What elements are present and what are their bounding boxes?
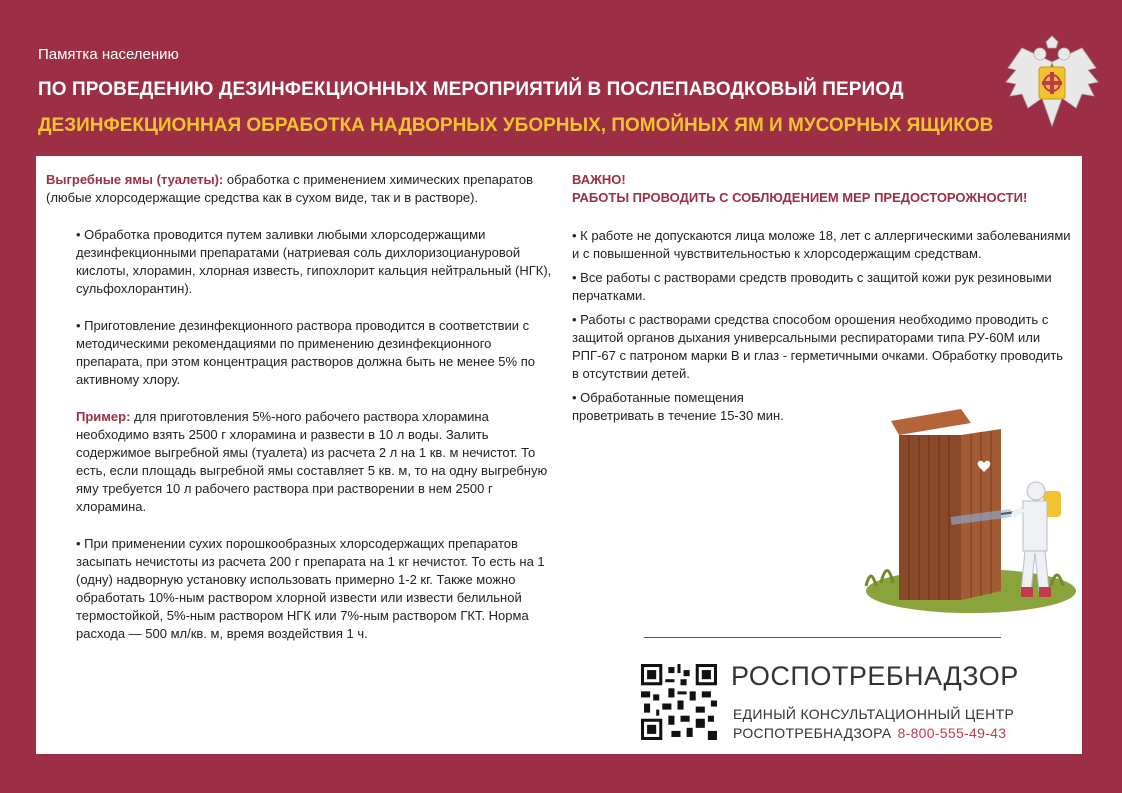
left-bullet-1: • Обработка проводится путем заливки любыми хлорсодержащими дезинфекционными препаратами (натриевая соль дихлоризоциануровой кислоты, хлорамин, хлорная известь, гипохлорит кальция нейтральный (НГК), сульфохлорантин).: [76, 227, 552, 296]
content-panel: [36, 156, 1082, 754]
right-column: [572, 171, 1072, 431]
consult-center-org: РОСПОТРЕБНАДЗОРА: [733, 725, 892, 741]
important-heading: ВАЖНО!: [572, 172, 626, 187]
left-bullet-2: • Приготовление дезинфекционного раствора проводится в соответствии с методическими рекомендациями по применению дезинфекционного препарата, при этом концентрация растворов должна быть не менее 5% по активному хлору.: [76, 318, 535, 387]
right-bullet-4-line1: • Обработанные помещения: [572, 390, 744, 405]
page-subtitle: ДЕЗИНФЕКЦИОННАЯ ОБРАБОТКА НАДВОРНЫХ УБОРНЫХ, ПОМОЙНЫХ ЯМ И МУСОРНЫХ ЯЩИКОВ: [38, 115, 994, 136]
emblem-icon: [1002, 34, 1102, 130]
footer-divider: [644, 637, 1001, 638]
hotline-phone[interactable]: 8-800-555-49-43: [897, 725, 1007, 741]
left-bullet-3: • При применении сухих порошкообразных хлорсодержащих препаратов засыпать нечистоты из расчета 200 г препарата на 1 кг нечистот. То есть на 1 (одну) надворную установку использовать примерно 1-2 кг. Также можно обработать 10%-ным раствором хлорной извести или извести белильной термостойкой, 5%-ным раствором НГК или 7%-ным раствором ГКТ. Норма расхода — 500 мл/кв. м, время воздействия 1 ч.: [76, 536, 545, 641]
right-bullet-2: • Все работы с растворами средств проводить с защитой кожи рук резиновыми перчатками.: [572, 270, 1052, 303]
intro-text: обработка с применением химических препаратов (любые хлорсодержащие средства как в сухом виде, так и в растворе).: [46, 172, 533, 205]
page-title: ПО ПРОВЕДЕНИЮ ДЕЗИНФЕКЦИОННЫХ МЕРОПРИЯТИЙ В ПОСЛЕПАВОДКОВЫЙ ПЕРИОД: [38, 79, 904, 100]
left-column: [46, 171, 556, 662]
qr-code-icon[interactable]: [641, 664, 717, 740]
brand-name: РОСПОТРЕБНАДЗОР: [731, 661, 1019, 691]
right-bullet-3: • Работы с растворами средства способом орошения необходимо проводить с защитой органов дыхания универсальными респираторами типа РУ-60М или РПГ-67 с патроном марки В и глаз - герметичными очками. Обработку проводить в отсутствии детей.: [572, 312, 1064, 381]
right-bullet-4-line2: проветривать в течение 15-30 мин.: [572, 408, 784, 423]
example-paragraph: [46, 408, 556, 516]
consult-center-label-2: [733, 725, 1006, 741]
important-note: [572, 171, 1072, 207]
example-label: Пример:: [76, 409, 131, 424]
pretitle: Памятка населению: [38, 46, 179, 63]
intro-paragraph: [46, 171, 556, 207]
consult-center-label: ЕДИНЫЙ КОНСУЛЬТАЦИОННЫЙ ЦЕНТР: [733, 706, 1015, 722]
outhouse-illustration-icon: [851, 401, 1086, 616]
intro-label: Выгребные ямы (туалеты):: [46, 172, 224, 187]
example-text: для приготовления 5%-ного рабочего раствора хлорамина необходимо взять 2500 г хлорамина и развести в 10 л воды. Залить содержимое выгребной ямы (туалета) из расчета 2 л на 1 кв. м нечистот. То есть, если площадь выгребной ямы составляет 5 кв. м, то на одну выгребную яму требуется 10 л рабочего раствора при растворении в нем 2500 г хлорамина.: [76, 409, 548, 514]
right-bullet-1: • К работе не допускаются лица моложе 18, лет с аллергическими заболеваниями и с повышенной чувствительностью к хлорсодержащим средствам.: [572, 228, 1071, 261]
important-warning: РАБОТЫ ПРОВОДИТЬ С СОБЛЮДЕНИЕМ МЕР ПРЕДОСТОРОЖНОСТИ!: [572, 190, 1028, 205]
